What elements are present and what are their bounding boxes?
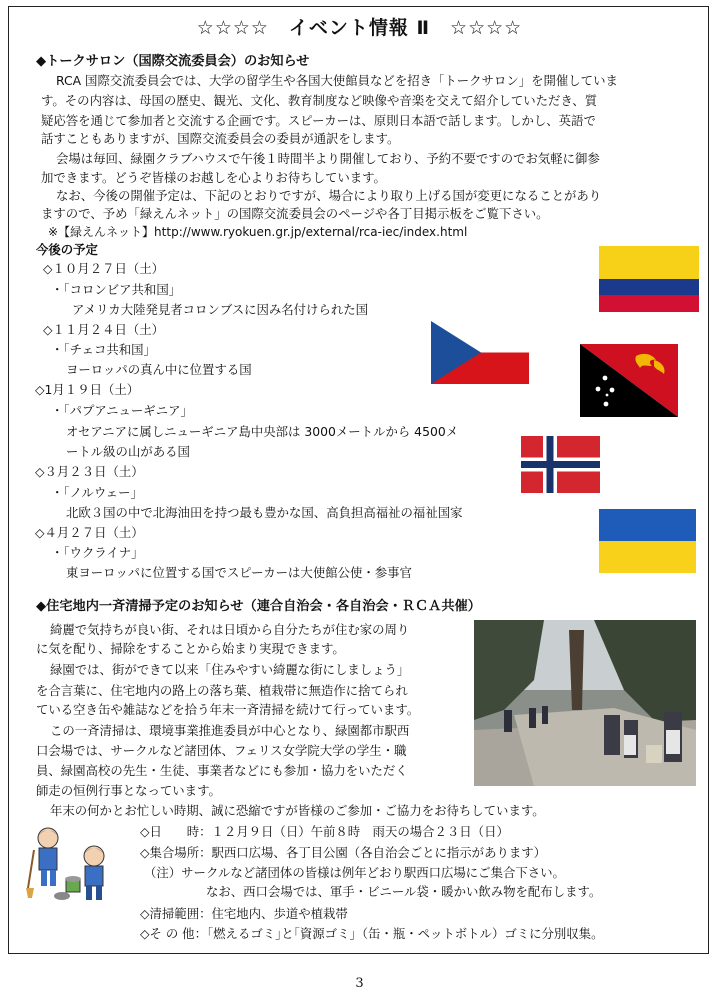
cleanup-text-line: 緑園では、街ができて以来「住みやすい綺麗な街にしましょう」 <box>50 662 410 677</box>
cleanup-heading: ◆住宅地内一斉清掃予定のお知らせ（連合自治会・各自治会・ＲＣＡ共催） <box>36 599 481 614</box>
cleanup-detail-other: ◇そ の 他：｢燃えるゴミ｣と｢資源ゴミ｣（缶・瓶・ペットボトル）ゴミに分別収集。 <box>140 926 604 941</box>
event-country: ・「ノルウェー」 <box>51 485 143 500</box>
cleanup-text-line: を合言葉に、住宅地内の路上の落ち葉、植栽帯に無造作に捨てられ <box>36 683 408 698</box>
talk-salon-text-line: RCA 国際交流委員会では、大学の留学生や各国大使館員などを招き「トークサロン」を開催していま <box>56 73 618 88</box>
talk-salon-heading: ◆トークサロン（国際交流委員会）のお知らせ <box>36 54 310 69</box>
event-date: ◇1月１９日（土） <box>35 382 140 397</box>
event-desc: 北欧３国の中で北海油田を持つ最も豊かな国、高負担高福祉の福祉国家 <box>66 505 463 520</box>
colombia-flag <box>599 246 699 312</box>
talk-salon-text-line: 話すこともありますが、国際交流委員会の委員が通訳をします。 <box>41 131 400 146</box>
schedule-heading: 今後の予定 <box>36 242 98 257</box>
cleanup-detail-area: ◇清掃範囲：住宅地内、歩道や植栽帯 <box>140 906 348 921</box>
children-cleaning-illustration <box>26 822 122 906</box>
talk-salon-text-line: す。その内容は、母国の歴史、観光、文化、教育制度など映像や音楽を交えて紹介していただき、質 <box>41 93 598 108</box>
cleanup-text-line: 師走の恒例行事となっています。 <box>36 783 221 798</box>
talk-salon-text-line: 加できます。どうぞ皆様のお越しを心よりお待ちしています。 <box>41 170 386 185</box>
cleanup-text-line: この一斉清掃は、環境事業推進委員が中心となり、緑園都市駅西 <box>50 723 410 738</box>
cleanup-closing-line: 年末の何かとお忙しい時期、誠に恐縮ですが皆様のご参加・ご協力をお待ちしています。 <box>50 803 545 818</box>
event-country: ・「チェコ共和国」 <box>51 342 156 357</box>
talk-salon-text-line: ますので、予め「緑えんネット」の国際交流委員会のページや各丁目掲示板をご覧下さい。 <box>41 206 549 221</box>
cleanup-text-line: ている空き缶や雑誌などを拾う年末一斉清掃を続けて行っています。 <box>36 702 420 717</box>
cleanup-text-line: 口会場では、サークルなど諸団体、フェリス女学院大学の学生・職 <box>36 743 407 758</box>
event-date: ◇４月２７日（土） <box>35 525 144 540</box>
event-date: ◇１１月２４日（土） <box>43 322 165 337</box>
cleanup-detail-note: （注）サークルなど諸団体の皆様は例年どおり駅西口広場にご集合下さい。 <box>144 865 565 880</box>
talk-salon-text-line: 会場は毎回、緑園クラブハウスで午後１時間半より開催しており、予約不要ですのでお気軽に御参 <box>56 151 600 166</box>
cleanup-text-line: 綺麗で気持ちが良い街、それは日頃から自分たちが住む家の周り <box>50 622 410 637</box>
event-desc: オセアニアに属しニューギニア島中央部は 3000メートルから 4500メ <box>66 424 459 439</box>
event-date: ◇３月２３日（土） <box>35 464 144 479</box>
talk-salon-text-line: 疑応答を通じて参加者と交流する企画です。スピーカーは、原則日本語で話します。しかし、英語で <box>41 113 596 128</box>
norway-flag <box>521 436 600 493</box>
cleanup-text-line: に気を配り、掃除をすることから始まり実現できます。 <box>36 641 345 656</box>
cleanup-text-line: 員、緑園高校の先生・生徒、事業者などにも参加・協力をいただく <box>36 763 408 778</box>
event-desc: ートル級の山がある国 <box>66 444 190 459</box>
cleanup-photo <box>474 620 696 786</box>
event-desc: ヨーロッパの真ん中に位置する国 <box>66 362 252 377</box>
event-date: ◇１０月２７日（土） <box>43 261 165 276</box>
page-title: ☆☆☆☆ イベント情報 Ⅱ ☆☆☆☆ <box>196 17 523 39</box>
czech-flag <box>431 321 529 384</box>
ryokuen-net-link[interactable]: ※【緑えんネット】http://www.ryokuen.gr.jp/external/rca-iec/index.html <box>48 225 468 239</box>
event-country: ・「コロンビア共和国」 <box>51 282 182 297</box>
papua-new-guinea-flag <box>580 344 678 417</box>
ukraine-flag <box>599 509 696 573</box>
event-country: ・「パプアニューギニア」 <box>51 403 193 418</box>
cleanup-detail-note: なお、西口会場では、軍手・ビニール袋・暖かい飲み物を配布します。 <box>206 884 602 899</box>
cleanup-detail-date: ◇日 時：１２月９日（日）午前８時 雨天の場合２３日（日） <box>140 824 509 839</box>
talk-salon-text-line: なお、今後の開催予定は、下記のとおりですが、場合により取り上げる国が変更になることがあり <box>56 188 602 203</box>
event-country: ・「ウクライナ」 <box>51 545 144 560</box>
page-number: 3 <box>355 976 364 991</box>
event-desc: 東ヨーロッパに位置する国でスピーカーは大使館公使・参事官 <box>66 565 412 580</box>
event-desc: アメリカ大陸発見者コロンブスに因み名付けられた国 <box>72 302 369 317</box>
cleanup-detail-place: ◇集合場所：駅西口広場、各丁目公園（各自治会ごとに指示があります） <box>140 845 547 860</box>
